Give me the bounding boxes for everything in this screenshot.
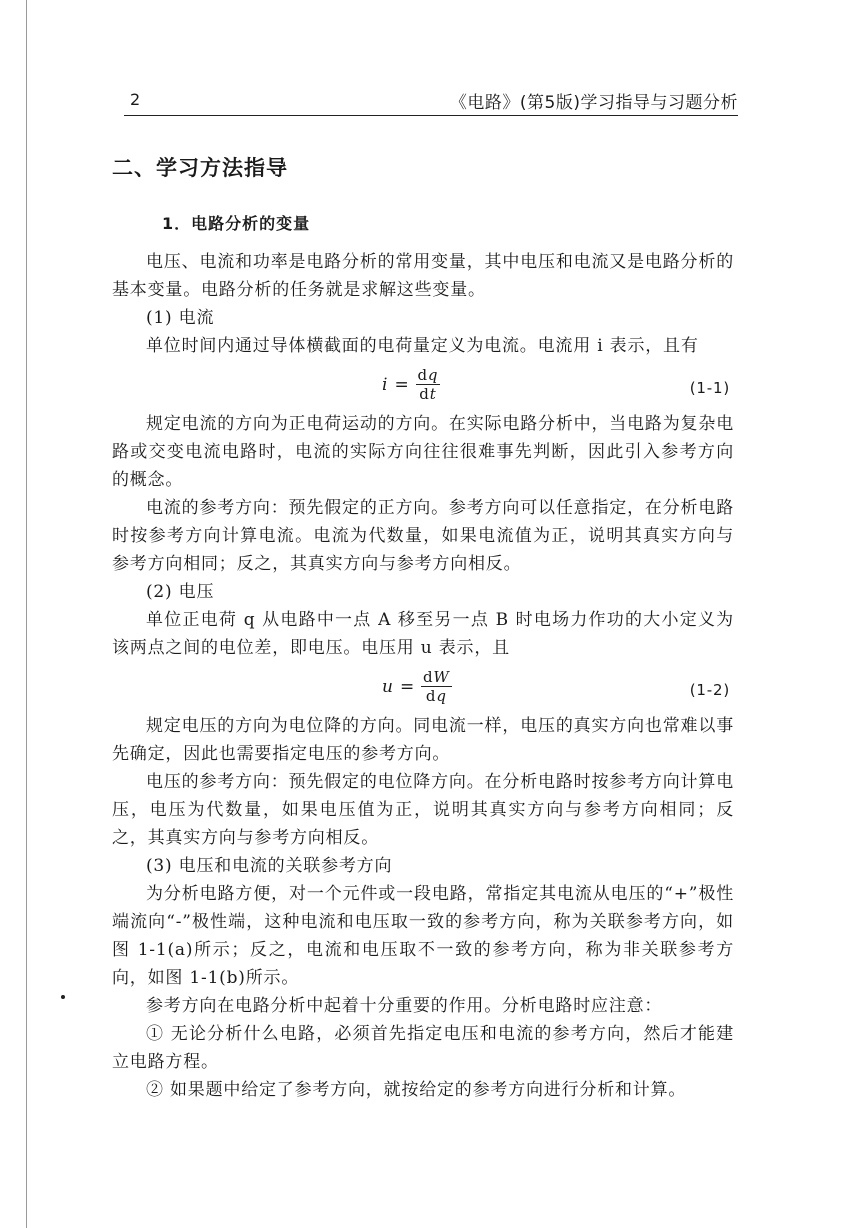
header-rule (124, 115, 738, 116)
running-title: 《电路》(第5版)学习指导与习题分析 (449, 93, 738, 113)
paragraph: 单位正电荷 q 从电路中一点 A 移至另一点 B 时电场力作功的大小定义为该两点之间的电位差，即电压。电压用 u 表示，且 (112, 610, 734, 658)
paragraph: 电压、电流和功率是电路分析的常用变量，其中电压和电流又是电路分析的基本变量。电路分析的任务就是求解这些变量。 (112, 252, 734, 300)
subsection-title: 1．电路分析的变量 (162, 214, 311, 233)
fraction-denominator (417, 385, 438, 403)
paragraph: 电压的参考方向：预先假定的电位降方向。在分析电路时按参考方向计算电压，电压为代数量，如果电压值为正，说明其真实方向与参考方向相同；反之，其真实方向与参考方向相反。 (112, 772, 734, 848)
paragraph: 规定电压的方向为电位降的方向。同电流一样，电压的真实方向也常难以事先确定，因此也需要指定电压的参考方向。 (112, 716, 734, 764)
body-text (112, 248, 734, 1104)
paragraph: ② 如果题中给定了参考方向，就按给定的参考方向进行分析和计算。 (146, 1080, 687, 1100)
differential-d: d (423, 668, 434, 686)
formula-expression (382, 668, 452, 705)
formula-expression (382, 366, 440, 403)
fraction-numerator (421, 668, 452, 687)
fraction-denominator (424, 687, 449, 705)
formula-lhs: u = (382, 676, 415, 697)
variable: q (427, 366, 439, 384)
equation-number: (1-2) (689, 681, 730, 699)
paragraph: 参考方向在电路分析中起着十分重要的作用。分析电路时应注意： (146, 996, 663, 1016)
page-number: 2 (130, 90, 141, 109)
differential-d: d (425, 687, 437, 705)
differential-d: d (419, 385, 430, 403)
variable: t (429, 385, 437, 403)
fraction (421, 668, 452, 705)
formula-voltage (112, 662, 734, 712)
fraction-numerator (416, 366, 441, 385)
formula-lhs: i = (382, 374, 410, 395)
paragraph: 为分析电路方便，对一个元件或一段电路，常指定其电流从电压的“+”极性端流向“-”极性端，这种电流和电压取一致的参考方向，称为关联参考方向，如图 1-1(a)所示；反之，电流和电压取不一致的参考方向，称为非关联参考方向，如图 1-1(b)所示。 (112, 884, 734, 988)
paragraph: 规定电流的方向为正电荷运动的方向。在实际电路分析中，当电路为复杂电路或交变电流电路时，电流的实际方向往往很难事先判断，因此引入参考方向的概念。 (112, 414, 734, 490)
paragraph: 电流的参考方向：预先假定的正方向。参考方向可以任意指定，在分析电路时按参考方向计算电流。电流为代数量，如果电流值为正，说明其真实方向与参考方向相同；反之，其真实方向与参考方向相反。 (112, 498, 734, 574)
differential-d: d (417, 366, 428, 384)
equation-number: (1-1) (689, 379, 730, 397)
page-binding-line (26, 0, 27, 1228)
variable: W (433, 668, 450, 686)
formula-current (112, 360, 734, 410)
item-heading-voltage: (2) 电压 (146, 582, 215, 602)
fraction (416, 366, 441, 403)
variable: q (436, 687, 447, 705)
item-heading-associated-direction: (3) 电压和电流的关联参考方向 (146, 856, 393, 876)
scan-speck (61, 995, 65, 999)
item-heading-current: (1) 电流 (146, 308, 215, 328)
page-header (128, 88, 738, 113)
paragraph: ① 无论分析什么电路，必须首先指定电压和电流的参考方向，然后才能建立电路方程。 (112, 1024, 734, 1072)
section-title: 二、学习方法指导 (112, 156, 288, 180)
paragraph: 单位时间内通过导体横截面的电荷量定义为电流。电流用 i 表示，且有 (146, 336, 699, 356)
